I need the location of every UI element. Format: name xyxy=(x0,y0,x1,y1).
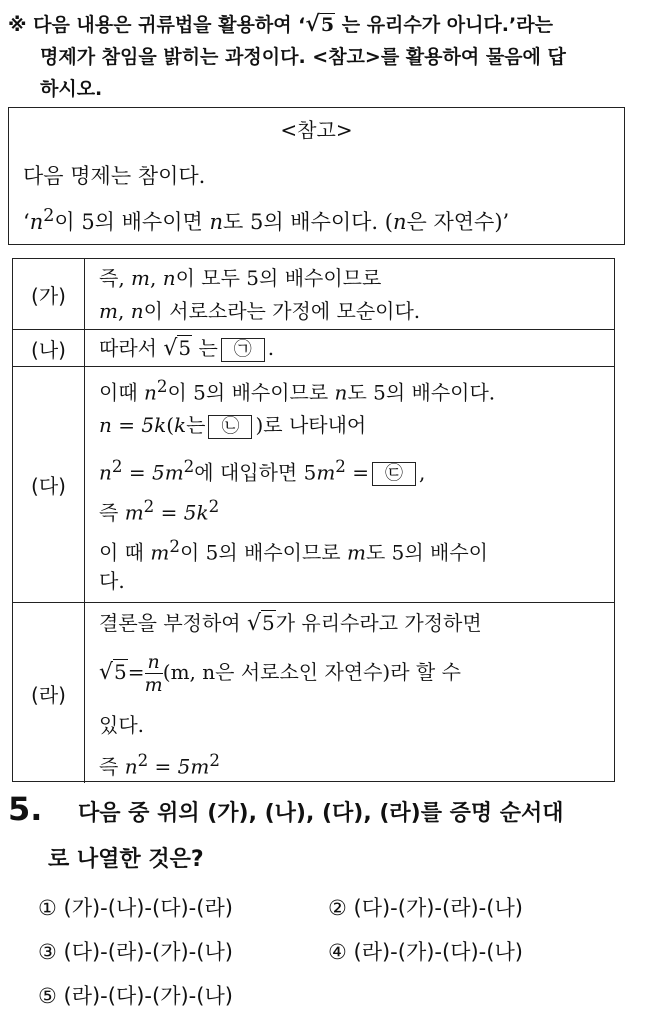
da-line-3: $n^2 = 5m^2$에 대입하면 $5m^2$ = ㉢ , xyxy=(99,457,426,485)
proof-table xyxy=(12,258,615,782)
question-line-2: 로 나열한 것은? xyxy=(48,847,204,872)
instruction-line-2: 명제가 참임을 밝히는 과정이다. <참고>를 활용하여 물음에 답 xyxy=(40,46,566,68)
instruction-line-1 xyxy=(8,8,648,41)
choice-5[interactable]: ⑤ (라)-(다)-(가)-(나) xyxy=(38,984,233,1008)
da-line-2: n = 5k(k는 ㉡ )로 나타내어 xyxy=(99,413,367,437)
na-line: 따라서 √5 는 ㉠ . xyxy=(99,336,275,361)
row-label-ra: (라) xyxy=(13,603,85,783)
reference-line-1: 다음 명제는 참이다. xyxy=(23,164,206,188)
choice-1[interactable]: ① (가)-(나)-(다)-(라) xyxy=(38,896,233,920)
reference-title: <참고> xyxy=(280,118,353,142)
ra-line-1: 결론을 부정하여 √5가 유리수라고 가정하면 xyxy=(99,611,482,636)
fraction-n-over-m: $\frac{n}{m}$ xyxy=(144,651,163,696)
blank-a-box: ㉠ xyxy=(221,338,265,362)
row-label-ga: (가) xyxy=(13,259,85,329)
proof-row-na xyxy=(13,329,614,366)
instruction-text-b: 는 유리수가 아니다.’라는 xyxy=(341,14,553,36)
ga-line-1: 즉, m, n이 모두 5의 배수이므로 xyxy=(99,266,382,290)
question-line-1: 다음 중 위의 (가), (나), (다), (라)를 증명 순서대 xyxy=(78,801,564,826)
row-label-da: (다) xyxy=(13,367,85,602)
da-line-6: 다. xyxy=(99,569,125,593)
choice-2[interactable]: ② (다)-(가)-(라)-(나) xyxy=(328,896,523,920)
da-line-4: 즉 $m^2 = 5k^2$ xyxy=(99,497,220,525)
instruction xyxy=(8,8,648,105)
sqrt-5-ra-eq: √5 xyxy=(99,660,127,685)
proof-row-ga xyxy=(13,259,614,329)
da-line-1: 이때 $n^2$이 5의 배수이므로 n도 5의 배수이다. xyxy=(99,377,496,405)
da-line-5: 이 때 $m^2$이 5의 배수이므로 m도 5의 배수이 xyxy=(99,537,488,565)
choice-4[interactable]: ④ (라)-(가)-(다)-(나) xyxy=(328,940,523,964)
ra-line-4: 즉 $n^2 = 5m^2$ xyxy=(99,751,220,779)
ga-line-2: m, n이 서로소라는 가정에 모순이다. xyxy=(99,299,421,323)
question-number: 5. xyxy=(8,790,43,828)
sqrt-5-na: √5 xyxy=(163,336,192,361)
choice-3[interactable]: ③ (다)-(라)-(가)-(나) xyxy=(38,940,233,964)
sqrt-5-ra: √5 xyxy=(246,611,275,636)
proof-row-da xyxy=(13,366,614,602)
instruction-line-3: 하시오. xyxy=(40,78,103,100)
ra-line-2: √5= $\frac{n}{m}$ (m, n은 서로소인 자연수)라 할 수 xyxy=(99,651,461,696)
ra-line-3: 있다. xyxy=(99,713,144,737)
row-label-na: (나) xyxy=(13,330,85,366)
note-marker: ※ xyxy=(8,14,27,36)
instruction-text-a: 다음 내용은 귀류법을 활용하여 ‘ xyxy=(33,14,306,36)
reference-box xyxy=(8,107,625,245)
proof-row-ra xyxy=(13,602,614,783)
sqrt-5-expression: √5 xyxy=(305,11,335,37)
blank-c-box: ㉢ xyxy=(372,462,416,486)
blank-b-box: ㉡ xyxy=(208,415,252,439)
reference-line-2: ‘$n^2$이 5의 배수이면 n도 5의 배수이다. (n은 자연수)’ xyxy=(23,206,510,234)
